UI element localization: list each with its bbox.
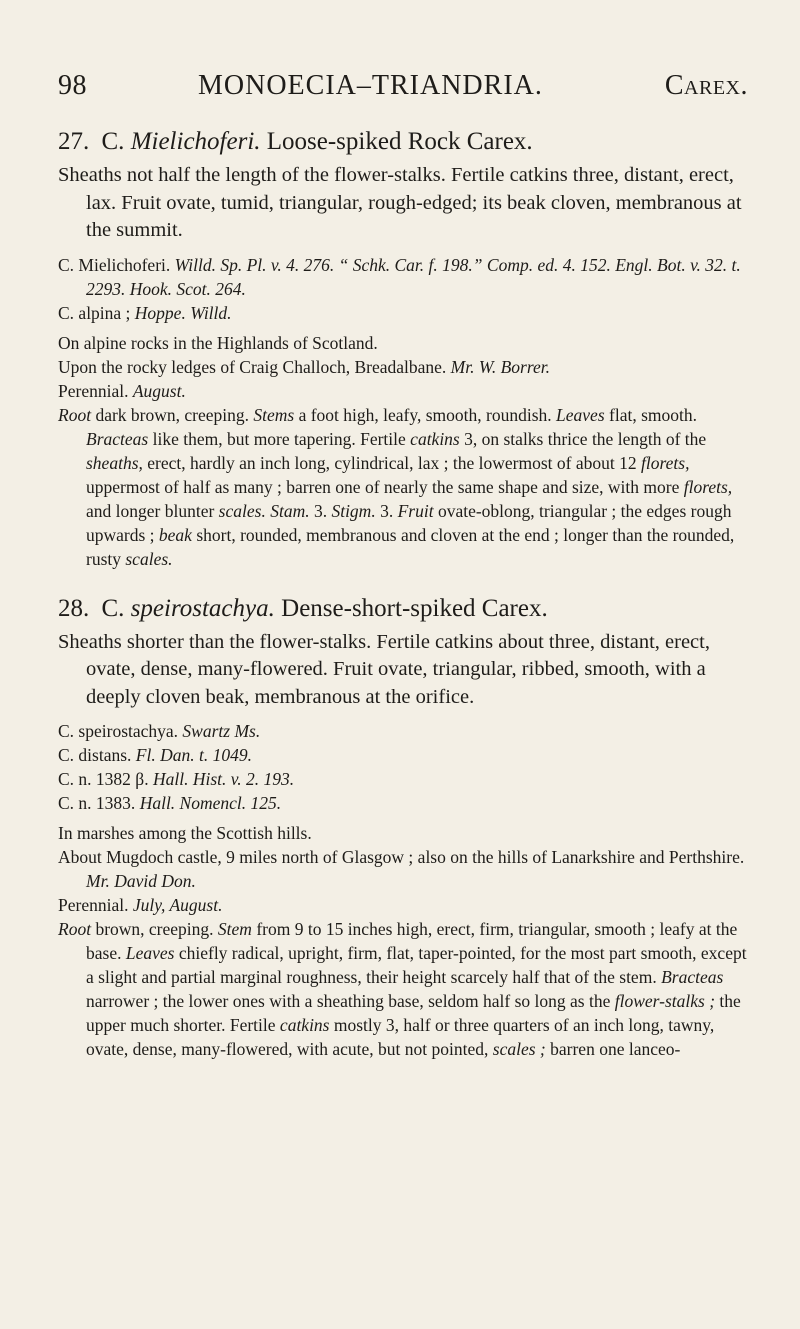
description-segment: 3. xyxy=(309,500,332,521)
description-segment: sheaths, xyxy=(86,452,143,473)
description-segment: short, rounded, membranous and cloven at the end ; longer than the rounded, rusty xyxy=(86,524,735,569)
description-segment: dark brown, creeping. xyxy=(91,404,254,425)
habitat: In marshes among the Scottish hills. xyxy=(58,823,312,843)
duration: Perennial. July, August. xyxy=(58,895,223,915)
entry-28 xyxy=(58,593,748,1062)
synonym: C. Mielichoferi. Willd. Sp. Pl. v. 4. 276. “ Schk. Car. f. 198.” Comp. ed. 4. 152. Engl. Bot. v. 32. t. 2293. Hook. Scot. 264. xyxy=(58,254,741,299)
description-segment: Bracteas xyxy=(86,428,149,449)
description-segment: the upper much shorter. Fertile xyxy=(86,991,741,1035)
species-name: Mielichoferi. xyxy=(130,128,261,155)
description-segment: Root xyxy=(58,919,92,939)
synonym: C. n. 1382 β. Hall. Hist. v. 2. 193. xyxy=(58,769,295,789)
description-segment: barren one lanceo- xyxy=(545,1039,681,1059)
description-segment: erect, hardly an inch long, cylindrical, lax ; the lowermost of about 12 xyxy=(142,452,641,473)
synonym: C. alpina ; Hoppe. Willd. xyxy=(58,302,232,323)
habitat: On alpine rocks in the Highlands of Scotland. xyxy=(58,332,378,353)
genus-header: Carex. xyxy=(664,70,748,101)
locality: About Mugdoch castle, 9 miles north of Glasgow ; also on the hills of Lanarkshire and Perthshire. Mr. David Don. xyxy=(58,847,745,891)
description-segment: from 9 to 15 inches high, erect, firm, triangular, smooth ; leafy at the base. xyxy=(86,919,738,963)
description xyxy=(58,917,748,1061)
entry-27 xyxy=(58,126,748,571)
running-title: MONOECIA–TRIANDRIA. xyxy=(198,70,543,101)
description-segment: beak xyxy=(158,524,192,545)
description-segment: scales. xyxy=(218,500,266,521)
description-segment: Root xyxy=(58,404,92,425)
description-segment: like them, but more tapering. Fertile xyxy=(148,428,411,449)
description-segment: a foot high, leafy, smooth, roundish. xyxy=(294,404,557,425)
description-segment: flat, smooth. xyxy=(604,404,697,425)
entry-title: 28. C. speirostachya. Dense-short-spiked Carex. xyxy=(58,594,548,622)
common-name: Loose-spiked Rock Carex. xyxy=(266,128,533,155)
description-segment: scales ; xyxy=(492,1039,546,1059)
description-segment: 3, on stalks thrice the length of the xyxy=(459,428,707,449)
description-segment: florets, xyxy=(641,452,690,473)
description-segment: brown, creeping. xyxy=(91,919,218,939)
description-segment: Leaves xyxy=(125,943,175,963)
description-segment: scales. xyxy=(125,548,173,569)
description-segment: Leaves xyxy=(556,404,605,425)
description-segment: catkins xyxy=(410,428,460,449)
description-segment: and longer blunter xyxy=(86,500,219,521)
description-segment: Fruit xyxy=(397,500,434,521)
species-name: speirostachya. xyxy=(130,594,275,622)
description-segment: narrower ; the lower ones with a sheathing base, seldom half so long as the xyxy=(86,991,615,1011)
description-segment: Stems xyxy=(253,404,295,425)
synonym: C. speirostachya. Swartz Ms. xyxy=(58,721,261,741)
common-name: Dense-short-spiked Carex. xyxy=(281,594,548,622)
description-segment: mostly 3, half or three quarters of an inch long, tawny, ovate, dense, many-flowered, with acute, but not pointed, xyxy=(86,1015,715,1059)
description-segment: Stigm. xyxy=(331,500,376,521)
duration: Perennial. August. xyxy=(58,380,186,401)
page-content xyxy=(58,126,748,1061)
description-segment: florets, xyxy=(683,476,733,497)
synonym: C. n. 1383. Hall. Nomencl. 125. xyxy=(58,793,282,813)
description-segment: chiefly radical, upright, firm, flat, taper-pointed, for the most part smooth, except a slight and partial marginal roughness, their height scarcely half that of the stem. xyxy=(86,943,747,987)
running-header xyxy=(58,70,748,110)
locality: Upon the rocky ledges of Craig Challoch, Breadalbane. Mr. W. Borrer. xyxy=(58,356,550,377)
synonym: C. distans. Fl. Dan. t. 1049. xyxy=(58,745,252,765)
diagnosis: Sheaths shorter than the flower-stalks. Fertile catkins about three, distant, erect, ovate, dense, many-flowered. Fruit ovate, triangular, ribbed, smooth, with a deeply cloven beak, membranous at the orifice. xyxy=(58,630,710,708)
description-segment: Stam. xyxy=(270,500,310,521)
description-segment: Stem xyxy=(217,919,252,939)
description-segment: flower-stalks ; xyxy=(614,991,716,1011)
description-segment: uppermost of half as many ; barren one of nearly the same shape and size, with more xyxy=(86,476,684,497)
description-segment: ovate-oblong, triangular ; the edges rough upwards ; xyxy=(86,500,732,545)
page-number: 98 xyxy=(58,70,87,101)
description xyxy=(58,403,748,571)
description-segment: Bracteas xyxy=(661,967,724,987)
description-segment: catkins xyxy=(279,1015,330,1035)
entry-title: 27. C. Mielichoferi. Loose-spiked Rock Carex. xyxy=(58,128,533,155)
description-segment: 3. xyxy=(375,500,398,521)
diagnosis: Sheaths not half the length of the flower-stalks. Fertile catkins three, distant, erect, lax. Fruit ovate, tumid, triangular, rough-edged; its beak cloven, membranous at the summit. xyxy=(58,164,742,241)
